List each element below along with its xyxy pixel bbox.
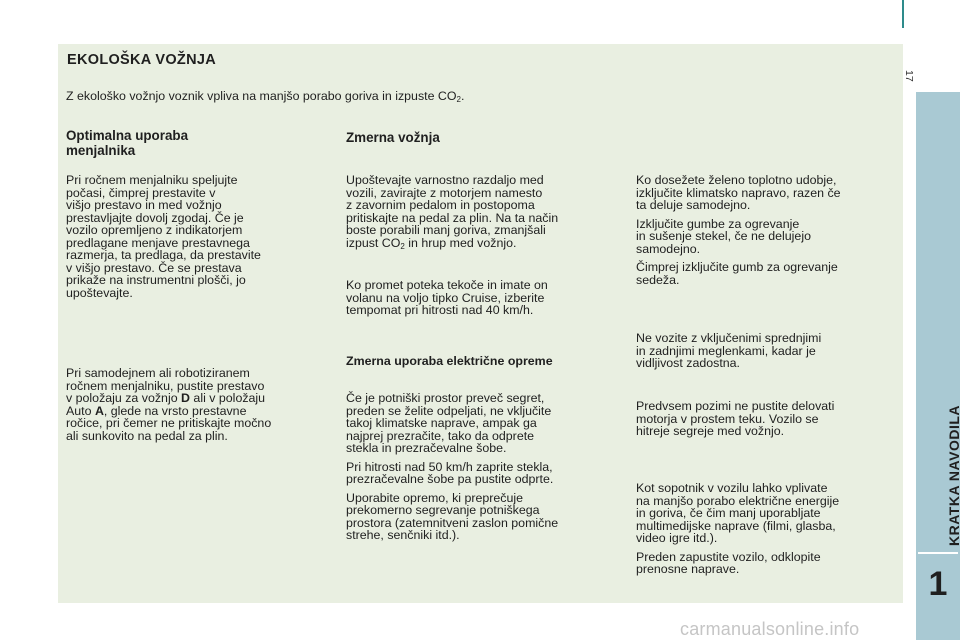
- fog-lights-paragraph: Ne vozite z vključenimi sprednjimi in zadnjimi meglenkami, kadar je vidljivost zadostna.: [636, 331, 822, 370]
- electrical-equipment-heading: Zmerna uporaba električne opreme: [346, 354, 553, 368]
- chapter-number: 1: [928, 565, 948, 603]
- intro-text: Z ekološko vožnjo voznik vpliva na manjšo porabo goriva in izpuste $CO_2$.: [66, 89, 465, 104]
- moderate-driving-heading: Zmerna vožnja: [346, 130, 440, 145]
- top-accent-line: [902, 0, 904, 28]
- electrical-equipment-paragraphs: Če je potniški prostor preveč segret, preden se želite odpeljati, ne vključite takoj klimatske naprave, ampak ga najprej prezračite, tako da odprete stekla in prezračevalne šobe. Pri hitrosti nad 50 km/h zaprite stekla, prezračevalne šobe pa pustite odprte. Uporabite opremo, ki preprečuje prekomerno segrevanje potniškega prostora (zatemnitveni zaslon pomične strehe, senčniki itd.).: [346, 391, 559, 542]
- gearbox-heading: Optimalna uporaba menjalnika: [66, 128, 189, 158]
- chapter-title: KRATKA NAVODILA: [946, 404, 962, 546]
- gearbox-manual-paragraph: Pri ročnem menjalniku speljujte počasi, čimprej prestavite v višjo prestavo in med vožnjo prestavljajte dovolj zgodaj. Če je vozilo opremljeno z indikatorjem predlagane menjave prestavnega razmerja, ta predlaga, da prestavite v višjo prestavo. Če se prestava prikaže na instrumentni plošči, jo upoštevajte.: [66, 173, 261, 300]
- cruise-control-paragraph: Ko promet poteka tekoče in imate on volanu na voljo tipko Cruise, izberite tempomat pri hitrosti nad 40 km/h.: [346, 278, 548, 317]
- watermark: carmanualsonline.info: [680, 619, 860, 639]
- page-number: 17: [903, 70, 915, 82]
- gearbox-automatic-paragraph: Pri samodejnem ali robotiziranem ročnem menjalniku, pustite prestavo v položaju za vožnjo D ali v položaju Auto A, glede na vrsto prestavne ročice, pri čemer ne pritiskajte močno ali sunkovito na pedal za plin.: [66, 366, 272, 443]
- page-title: EKOLOŠKA VOŽNJA: [67, 52, 216, 68]
- passenger-tips-paragraphs: Kot sopotnik v vozilu lahko vplivate na manjšo porabo električne energije in goriva, če čim manj uporabljate multimedijske naprave (filmi, glasba, video igre itd.). Preden zapustite vozilo, odklopite prenosne naprave.: [636, 481, 840, 576]
- chapter-divider: [918, 552, 958, 554]
- moderate-driving-paragraph: Upoštevajte varnostno razdaljo med vozili, zavirajte z motorjem namesto z zavornim pedalom in postopoma pritiskajte na pedal za plin. Na ta način boste porabili manj goriva, zmanjšali izpust $CO_2$ in hrup med vožnjo.: [346, 173, 559, 251]
- idling-paragraph: Predvsem pozimi ne pustite delovati motorja v prostem teku. Vozilo se hitreje segreje med vožnjo.: [636, 399, 835, 438]
- comfort-tips-paragraphs: Ko dosežete želeno toplotno udobje, izključite klimatsko napravo, razen če ta deluje samodejno. Izključite gumbe za ogrevanje in sušenje stekel, če ne delujejo samodejno. Čimprej izključite gumb za ogrevanje sedeža.: [636, 173, 841, 287]
